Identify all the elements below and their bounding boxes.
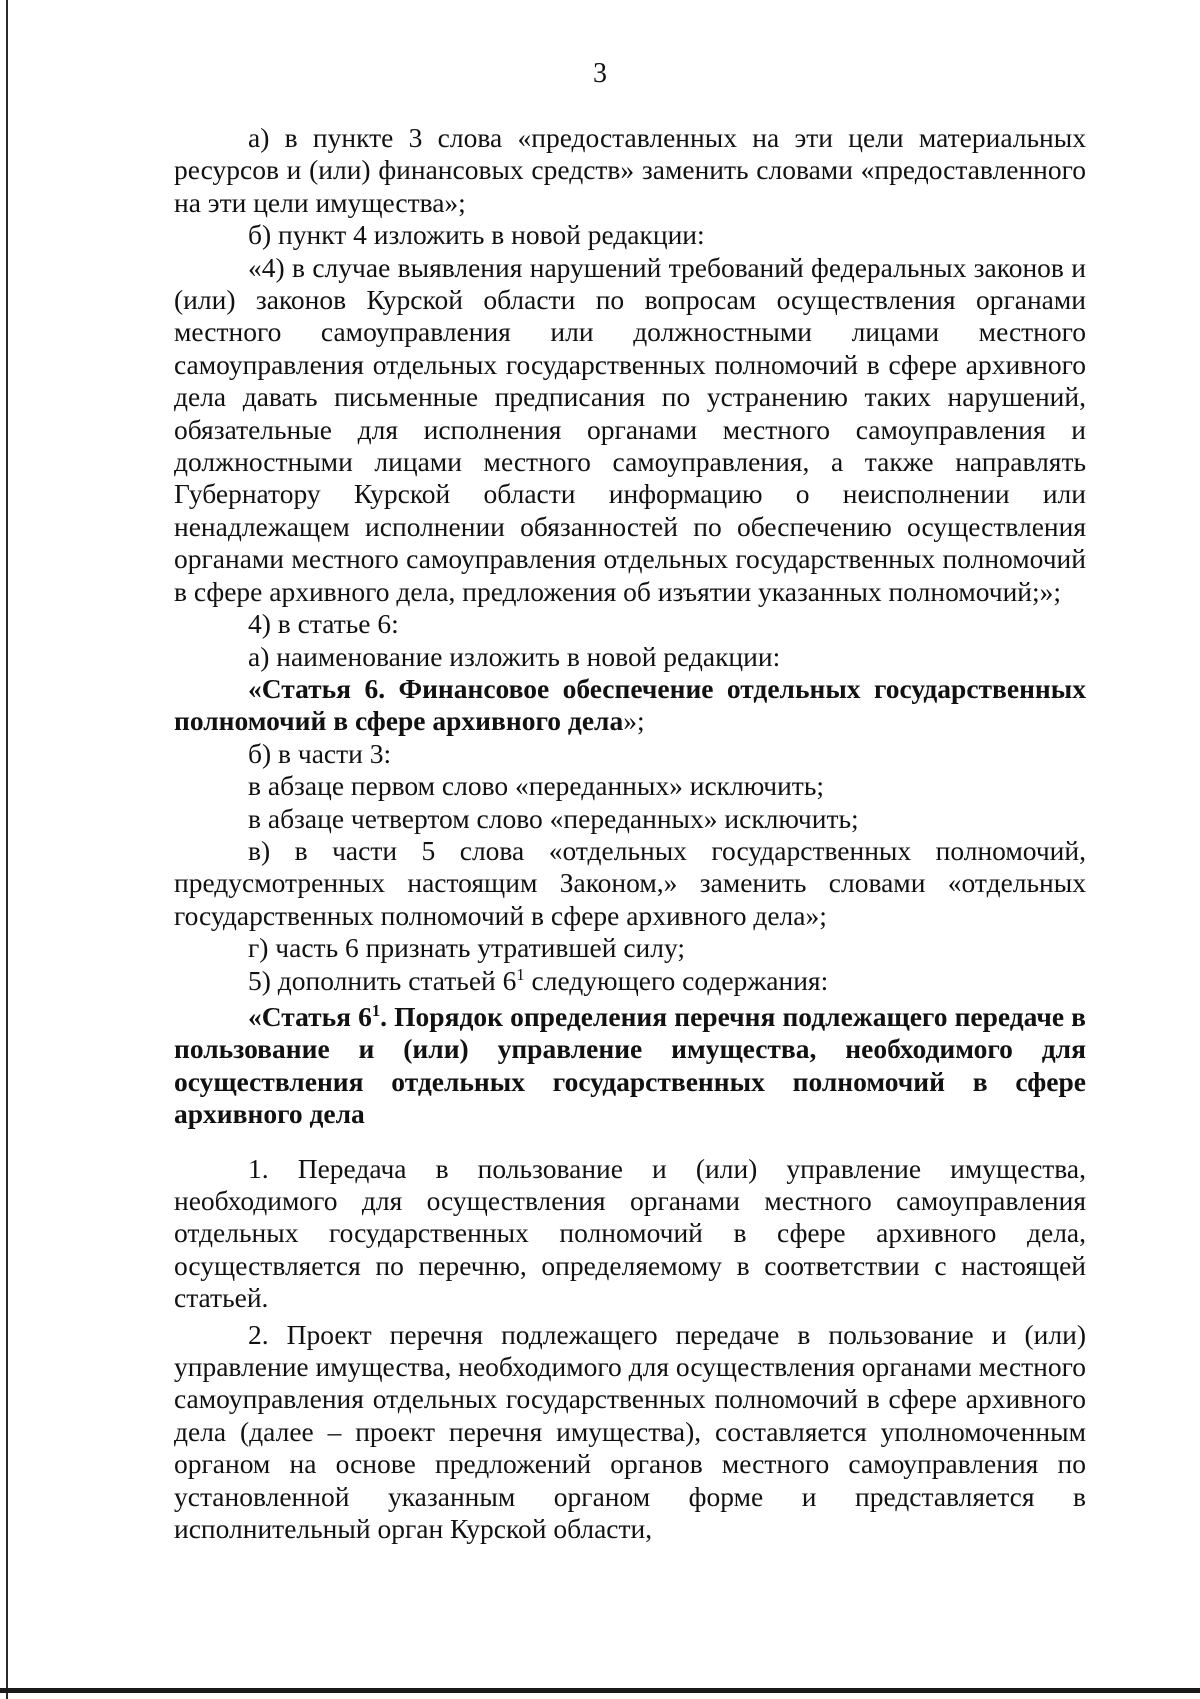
paragraph-2: б) пункт 4 изложить в новой редакции: [248, 219, 705, 251]
superscript-one: 1 [516, 964, 525, 984]
paragraph-6-article-title [174, 673, 1086, 738]
article-6-1-title [174, 1001, 1086, 1131]
paragraph-8: в абзаце первом слово «переданных» исключить; [248, 770, 824, 802]
document-body [174, 122, 1086, 1545]
article-title-open-quote: « [248, 672, 262, 704]
paragraph-4: 4) в статье 6: [248, 608, 399, 640]
article-6-1-title-b: . Порядок определения перечня подлежащего передаче в пользование и (или) управление имущества, необходимого для осуществления отдельных государственных полномочий в сфере архивного дела [174, 1000, 1086, 1130]
paragraph-7: б) в части 3: [248, 737, 392, 769]
scan-edge-bottom [0, 1688, 1200, 1693]
paragraph-item-1: 1. Передача в пользование и (или) управление имущества, необходимого для осуществления органами местного самоуправления отдельных государственных полномочий в сфере архивного дела, осуществляется по перечню, определяемому в соответствии с настоящей статьей. [174, 1152, 1086, 1314]
page-number: 3 [593, 58, 607, 89]
paragraph-11: г) часть 6 признать утратившей силу; [248, 932, 686, 964]
scan-edge-left [6, 0, 8, 1699]
article-6-1-title-a: «Статья 6 [248, 1000, 372, 1032]
paragraph-5: а) наименование изложить в новой редакции: [248, 640, 781, 672]
paragraph-10: в) в части 5 слова «отдельных государственных полномочий, предусмотренных настоящим Законом,» заменить словами «отдельных государственных полномочий в сфере архивного дела»; [174, 834, 1086, 931]
paragraph-12-text-b: следующего содержания: [524, 964, 829, 996]
paragraph-12 [174, 965, 1086, 997]
superscript-one: 1 [371, 1000, 381, 1020]
article-6-title: Статья 6. Финансовое обеспечение отдельных государственных полномочий в сфере архивного дела [174, 672, 1086, 737]
paragraph-12-text-a: 5) дополнить статьей 6 [248, 964, 517, 996]
paragraph-3: «4) в случае выявления нарушений требований федеральных законов и (или) законов Курской области по вопросам осуществления органами местного самоуправления или должностными лицами местного самоуправления отдельных государственных полномочий в сфере архивного дела давать письменные предписания по устранению таких нарушений, обязательные для исполнения органами местного самоуправления и должностными лицами местного самоуправления, а также направлять Губернатору Курской области информацию о неисполнении или ненадлежащем исполнении обязанностей по обеспечению осуществления органами местного самоуправления отдельных государственных полномочий в сфере архивного дела, предложения об изъятии указанных полномочий;»; [174, 251, 1086, 607]
article-title-close-quote: »; [623, 705, 645, 737]
paragraph-item-2: 2. Проект перечня подлежащего передаче в пользование и (или) управление имущества, необходимого для осуществления органами местного самоуправления отдельных государственных полномочий в сфере архивного дела (далее – проект перечня имущества), составляется уполномоченным органом на основе предложений органов местного самоуправления по установленной указанным органом форме и представляется в исполнительный орган Курской области, [174, 1318, 1086, 1545]
paragraph-9: в абзаце четвертом слово «переданных» исключить; [248, 802, 859, 834]
paragraph-1: а) в пункте 3 слова «предоставленных на эти цели материальных ресурсов и (или) финансовых средств» заменить словами «предоставленного на эти цели имущества»; [174, 122, 1086, 218]
